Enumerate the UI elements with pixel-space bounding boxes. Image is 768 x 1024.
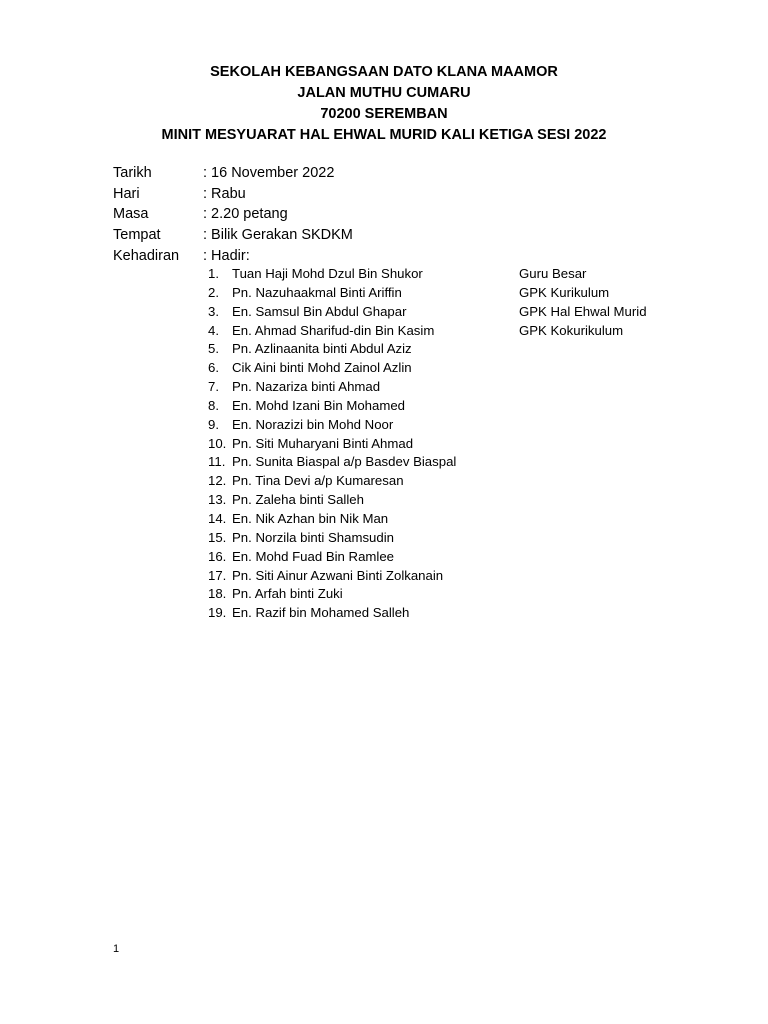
attendee-row <box>208 435 456 454</box>
info-label: Tarikh <box>113 165 152 181</box>
attendee-number: 8. <box>208 397 219 413</box>
attendee-number: 13. <box>208 492 227 508</box>
attendee-name: Pn. Siti Muharyani Binti Ahmad <box>232 435 414 451</box>
document-title: MINIT MESYUARAT HAL EHWAL MURID KALI KETIGA SESI 2022 <box>161 127 607 143</box>
attendee-name: Pn. Arfah binti Zuki <box>232 586 343 602</box>
attendee-row <box>208 416 456 435</box>
attendee-row <box>208 397 456 416</box>
attendee-list <box>208 265 647 623</box>
attendee-name: Pn. Norzila binti Shamsudin <box>232 529 394 545</box>
school-street: JALAN MUTHU CUMARU <box>297 85 471 101</box>
school-name: SEKOLAH KEBANGSAAN DATO KLANA MAAMOR <box>210 64 558 80</box>
attendee-number: 17. <box>208 567 227 583</box>
attendee-name: Pn. Tina Devi a/p Kumaresan <box>232 473 404 489</box>
attendee-role: GPK Kokurikulum <box>519 322 624 338</box>
attendee-name: En. Nik Azhan bin Nik Man <box>232 510 389 526</box>
attendee-name: En. Razif bin Mohamed Salleh <box>232 605 410 621</box>
attendee-row <box>208 472 456 491</box>
attendee-name: Cik Aini binti Mohd Zainol Azlin <box>232 360 412 376</box>
attendee-row <box>208 604 456 623</box>
info-row-attendance <box>113 246 353 267</box>
attendee-number: 2. <box>208 284 219 300</box>
attendee-name: Pn. Siti Ainur Azwani Binti Zolkanain <box>232 567 444 583</box>
attendee-number: 7. <box>208 379 219 395</box>
attendee-name: En. Norazizi bin Mohd Noor <box>232 416 394 432</box>
attendee-number: 14. <box>208 510 227 526</box>
info-label: Hari <box>113 185 140 202</box>
attendee-row <box>208 585 456 604</box>
info-value: : 16 November 2022 <box>203 165 335 181</box>
document-header <box>0 62 768 145</box>
info-row-venue <box>113 225 353 246</box>
info-value: : Rabu <box>203 185 246 202</box>
attendee-number: 12. <box>208 473 227 489</box>
attendee-row <box>208 453 456 472</box>
attendee-row <box>208 340 456 359</box>
attendee-number: 18. <box>208 586 227 602</box>
attendee-number: 6. <box>208 360 219 376</box>
attendee-name: Pn. Nazariza binti Ahmad <box>232 379 381 395</box>
info-value: : Bilik Gerakan SKDKM <box>203 227 353 244</box>
attendee-number: 1. <box>208 266 219 281</box>
attendee-number: 19. <box>208 605 227 621</box>
info-row-date <box>113 163 353 184</box>
attendee-row <box>208 378 456 397</box>
attendee-row <box>208 529 456 548</box>
info-label: Tempat <box>113 227 161 244</box>
attendee-number: 11. <box>208 454 226 470</box>
attendee-row <box>208 284 610 303</box>
attendee-row <box>208 359 456 378</box>
attendee-name: Pn. Zaleha binti Salleh <box>232 492 364 508</box>
attendee-row <box>208 491 456 510</box>
info-row-time <box>113 204 353 225</box>
attendee-name: En. Samsul Bin Abdul Ghapar <box>232 303 407 319</box>
attendee-name: Pn. Nazuhaakmal Binti Ariffin <box>232 284 402 300</box>
attendee-number: 5. <box>208 341 219 357</box>
attendee-row <box>208 265 587 284</box>
attendee-row <box>208 322 624 341</box>
attendee-number: 3. <box>208 303 219 319</box>
attendee-name: En. Mohd Izani Bin Mohamed <box>232 397 405 413</box>
attendee-row <box>208 567 456 586</box>
attendee-role: Guru Besar <box>519 266 587 281</box>
attendee-role: GPK Kurikulum <box>519 284 610 300</box>
attendee-row <box>208 548 456 567</box>
attendee-row <box>208 303 647 322</box>
attendee-role: GPK Hal Ehwal Murid <box>519 303 647 319</box>
attendee-name: En. Ahmad Sharifud-din Bin Kasim <box>232 322 435 338</box>
attendee-number: 10. <box>208 435 227 451</box>
attendee-number: 16. <box>208 548 227 564</box>
attendee-number: 15. <box>208 529 227 545</box>
info-value: : Hadir: <box>203 247 250 264</box>
attendee-row <box>208 510 456 529</box>
attendee-number: 9. <box>208 416 219 432</box>
info-label: Kehadiran <box>113 247 180 264</box>
attendee-number: 4. <box>208 322 219 338</box>
attendee-name: Tuan Haji Mohd Dzul Bin Shukor <box>232 266 423 281</box>
attendee-name: En. Mohd Fuad Bin Ramlee <box>232 548 394 564</box>
attendee-name: Pn. Sunita Biaspal a/p Basdev Biaspal <box>232 454 457 470</box>
info-row-day <box>113 184 353 205</box>
attendee-name: Pn. Azlinaanita binti Abdul Aziz <box>232 341 412 357</box>
meeting-info <box>113 163 353 266</box>
info-label: Masa <box>113 206 149 223</box>
info-value: : 2.20 petang <box>203 206 288 223</box>
page-number: 1 <box>113 943 120 955</box>
school-city: 70200 SEREMBAN <box>320 106 448 122</box>
